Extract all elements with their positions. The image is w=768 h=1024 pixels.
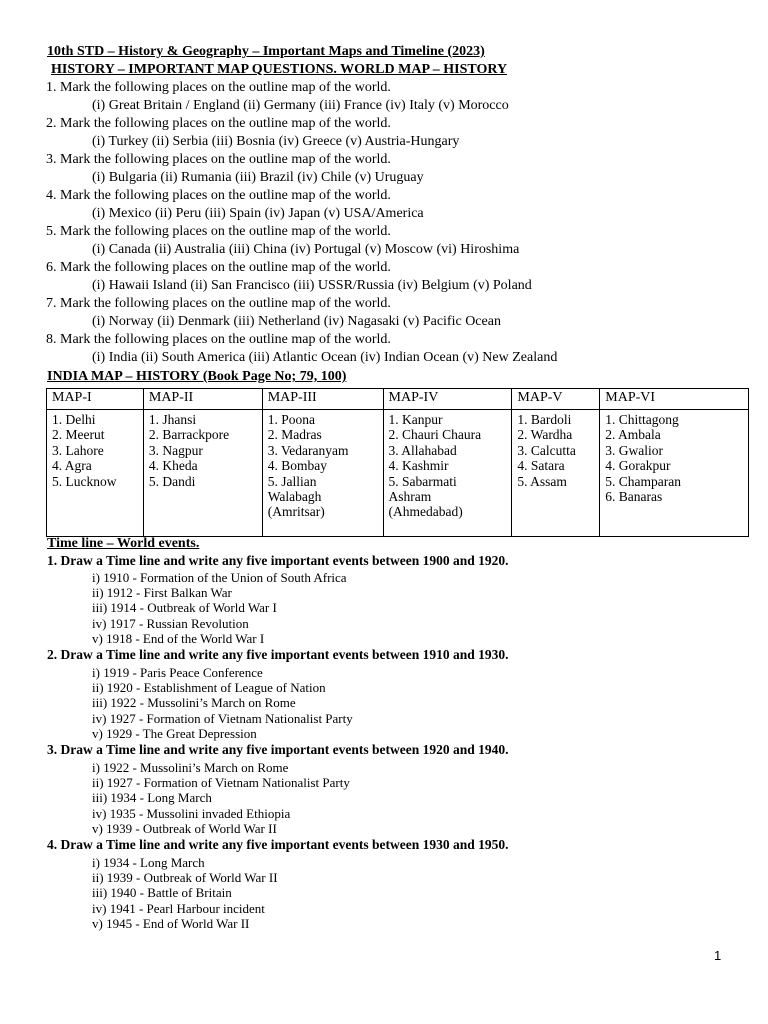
place-item: 1. Bardoli xyxy=(517,412,572,427)
table-header: MAP-VI xyxy=(600,389,749,410)
table-header: MAP-III xyxy=(262,389,383,410)
place-item: Walabagh xyxy=(267,489,322,505)
table-header: MAP-IV xyxy=(383,389,512,410)
place-item: 3. Gwalior xyxy=(605,442,664,458)
place-item: 4. Agra xyxy=(52,458,92,474)
table-row xyxy=(47,410,749,537)
timeline-event: ii) 1920 - Establishment of League of Nation xyxy=(92,680,326,695)
map-question-items: (i) Hawaii Island (ii) San Francisco (iii) USSR/Russia (iv) Belgium (v) Poland xyxy=(92,278,532,293)
timeline-question: 3. Draw a Time line and write any five important events between 1920 and 1940. xyxy=(47,742,509,757)
timeline-event: i) 1922 - Mussolini’s March on Rome xyxy=(92,760,289,775)
place-item: 1. Kanpur xyxy=(388,412,443,427)
table-cell xyxy=(383,410,512,537)
timeline-event: i) 1934 - Long March xyxy=(92,855,205,870)
map-question-items: (i) Canada (ii) Australia (iii) China (iv) Portugal (v) Moscow (vi) Hiroshima xyxy=(92,242,520,257)
timeline-event: iii) 1940 - Battle of Britain xyxy=(92,885,232,900)
timeline-event: iv) 1941 - Pearl Harbour incident xyxy=(92,901,265,916)
place-item: 2. Barrackpore xyxy=(148,427,230,443)
place-item: 2. Madras xyxy=(267,427,322,443)
place-item: 5. Sabarmati xyxy=(388,473,457,489)
map-question-items: (i) Great Britain / England (ii) Germany (iii) France (iv) Italy (v) Morocco xyxy=(92,98,509,113)
place-item: 2. Meerut xyxy=(52,427,105,443)
map-question-items: (i) Turkey (ii) Serbia (iii) Bosnia (iv) Greece (v) Austria-Hungary xyxy=(92,134,460,149)
place-item: 1. Delhi xyxy=(52,412,96,427)
place-item: 5. Assam xyxy=(517,473,567,489)
world-map-section-heading: HISTORY – IMPORTANT MAP QUESTIONS. WORLD MAP – HISTORY xyxy=(51,62,508,77)
timeline-event: iii) 1914 - Outbreak of World War I xyxy=(92,600,277,615)
place-item: 6. Banaras xyxy=(605,489,663,505)
map-question: 4. Mark the following places on the outline map of the world. xyxy=(46,188,391,203)
timeline-question: 4. Draw a Time line and write any five important events between 1930 and 1950. xyxy=(47,837,509,852)
timeline-heading: Time line – World events. xyxy=(47,536,200,551)
map-question: 3. Mark the following places on the outline map of the world. xyxy=(46,152,391,167)
place-item: Ashram xyxy=(388,489,432,505)
place-item: 1. Chittagong xyxy=(605,412,679,427)
timeline-event: v) 1939 - Outbreak of World War II xyxy=(92,821,277,836)
place-item: 2. Chauri Chaura xyxy=(388,427,482,443)
map-question: 6. Mark the following places on the outline map of the world. xyxy=(46,260,391,275)
timeline-event: ii) 1927 - Formation of Vietnam Nationalist Party xyxy=(92,775,350,790)
india-map-heading: INDIA MAP – HISTORY (Book Page No; 79, 100) xyxy=(47,369,347,384)
place-item: 3. Lahore xyxy=(52,442,104,458)
timeline-event: v) 1929 - The Great Depression xyxy=(92,726,257,741)
table-header: MAP-V xyxy=(512,389,600,410)
table-cell xyxy=(512,410,600,537)
place-item: 1. Jhansi xyxy=(148,412,197,427)
table-header-row xyxy=(47,389,749,410)
india-map-table xyxy=(46,388,749,537)
place-item: 5. Lucknow xyxy=(52,473,117,489)
map-question-items: (i) India (ii) South America (iii) Atlantic Ocean (iv) Indian Ocean (v) New Zealand xyxy=(92,350,558,365)
timeline-event: v) 1918 - End of the World War I xyxy=(92,631,265,646)
map-question-items: (i) Norway (ii) Denmark (iii) Netherland (iv) Nagasaki (v) Pacific Ocean xyxy=(92,314,501,329)
place-item: 4. Kheda xyxy=(148,458,198,474)
place-item: 3. Allahabad xyxy=(388,442,457,458)
page-number: 1 xyxy=(714,948,722,963)
timeline-event: iv) 1917 - Russian Revolution xyxy=(92,616,249,631)
timeline-event: ii) 1912 - First Balkan War xyxy=(92,585,232,600)
map-question: 7. Mark the following places on the outline map of the world. xyxy=(46,296,391,311)
place-item: 2. Ambala xyxy=(605,427,661,443)
map-question-items: (i) Bulgaria (ii) Rumania (iii) Brazil (iv) Chile (v) Uruguay xyxy=(92,170,424,185)
map-question: 1. Mark the following places on the outline map of the world. xyxy=(46,80,391,95)
place-item: 4. Kashmir xyxy=(388,458,449,474)
map-question: 5. Mark the following places on the outline map of the world. xyxy=(46,224,391,239)
timeline-event: ii) 1939 - Outbreak of World War II xyxy=(92,870,278,885)
place-item: 3. Nagpur xyxy=(148,442,203,458)
place-item: 2. Wardha xyxy=(517,427,573,443)
table-cell xyxy=(143,410,262,537)
table-cell xyxy=(47,410,144,537)
map-question: 8. Mark the following places on the outline map of the world. xyxy=(46,332,391,347)
timeline-event: iii) 1934 - Long March xyxy=(92,790,212,805)
timeline-question: 1. Draw a Time line and write any five important events between 1900 and 1920. xyxy=(47,553,509,568)
place-item: 3. Vedaranyam xyxy=(267,442,349,458)
table-cell xyxy=(262,410,383,537)
place-item: 4. Satara xyxy=(517,458,565,474)
timeline-event: v) 1945 - End of World War II xyxy=(92,916,250,931)
place-item: 4. Bombay xyxy=(267,458,327,474)
timeline-event: i) 1910 - Formation of the Union of South Africa xyxy=(92,570,347,585)
timeline-question: 2. Draw a Time line and write any five important events between 1910 and 1930. xyxy=(47,647,509,662)
table-header: MAP-II xyxy=(143,389,262,410)
place-item: 3. Calcutta xyxy=(517,442,576,458)
place-item: 5. Champaran xyxy=(605,473,682,489)
timeline-event: i) 1919 - Paris Peace Conference xyxy=(92,665,263,680)
document-title: 10th STD – History & Geography – Important Maps and Timeline (2023) xyxy=(47,44,485,59)
timeline-event: iii) 1922 - Mussolini’s March on Rome xyxy=(92,695,296,710)
place-item: 4. Gorakpur xyxy=(605,458,671,474)
place-item: 1. Poona xyxy=(267,412,315,427)
place-item: 5. Jallian xyxy=(267,473,317,489)
place-item: (Amritsar) xyxy=(267,504,325,520)
place-item: (Ahmedabad) xyxy=(388,504,463,520)
place-item: 5. Dandi xyxy=(148,473,196,489)
map-question-items: (i) Mexico (ii) Peru (iii) Spain (iv) Japan (v) USA/America xyxy=(92,206,424,221)
timeline-event: iv) 1927 - Formation of Vietnam Nationalist Party xyxy=(92,711,353,726)
table-header: MAP-I xyxy=(47,389,144,410)
table-cell xyxy=(600,410,749,537)
timeline-event: iv) 1935 - Mussolini invaded Ethiopia xyxy=(92,806,291,821)
map-question: 2. Mark the following places on the outline map of the world. xyxy=(46,116,391,131)
